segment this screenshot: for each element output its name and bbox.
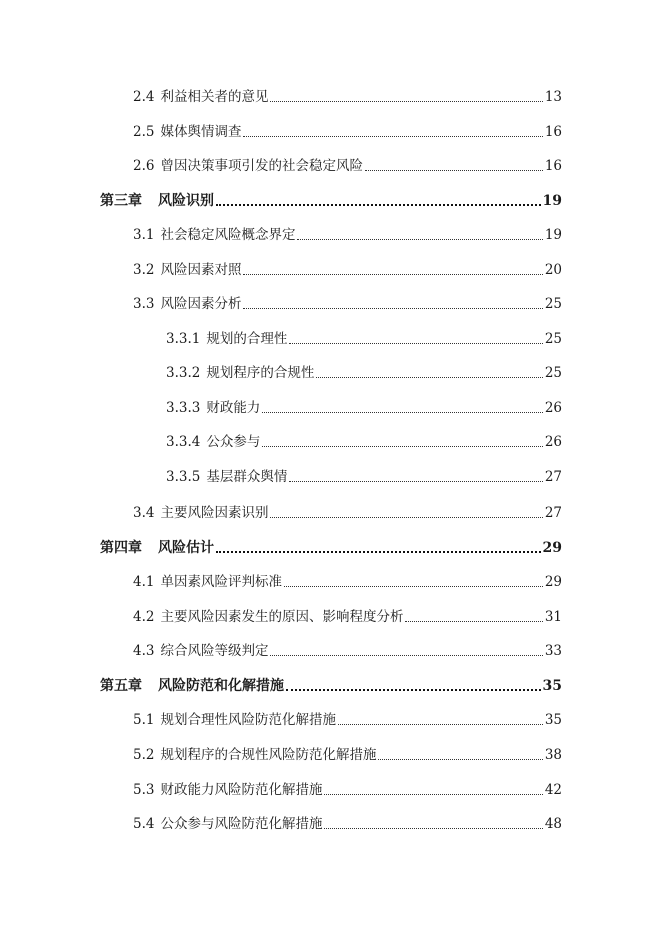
- dot-leader: [262, 412, 542, 413]
- toc-entry-4-3[interactable]: [133, 640, 562, 662]
- dot-leader: [324, 794, 542, 795]
- dot-leader: [243, 308, 542, 309]
- toc-entry-4-2[interactable]: [133, 606, 562, 628]
- page-number: 26: [544, 400, 562, 416]
- section-number: 4.1: [133, 574, 155, 590]
- dot-leader: [284, 586, 543, 587]
- page-number: 20: [544, 262, 562, 278]
- section-number: 3.3.2: [166, 365, 201, 381]
- page-number: 26: [544, 434, 562, 450]
- section-number: 4.3: [133, 643, 155, 659]
- section-number: 3.3.4: [166, 434, 201, 450]
- dot-leader: [270, 101, 542, 102]
- section-title: 主要风险因素发生的原因、影响程度分析: [160, 609, 404, 625]
- toc-entry-3-3-5[interactable]: [166, 466, 562, 488]
- section-title: 规划程序的合规性风险防范化解措施: [160, 747, 377, 763]
- dot-leader: [262, 446, 542, 447]
- page-number: 35: [544, 712, 562, 728]
- dot-leader: [270, 517, 542, 518]
- page-number: 33: [544, 643, 562, 659]
- section-number: 3.2: [133, 262, 155, 278]
- dot-leader: [216, 204, 541, 206]
- section-title: 规划的合理性: [206, 331, 288, 347]
- dot-leader: [243, 274, 542, 275]
- toc-entry-4-1[interactable]: [133, 571, 562, 593]
- section-title: 媒体舆情调查: [160, 124, 242, 140]
- section-number: 3.4: [133, 505, 155, 521]
- chapter-title: 风险估计: [158, 540, 214, 556]
- page-number: 29: [542, 540, 562, 556]
- page-number: 27: [544, 469, 562, 485]
- section-number: 3.3.1: [166, 331, 201, 347]
- dot-leader: [270, 655, 542, 656]
- page-number: 38: [544, 747, 562, 763]
- section-title: 社会稳定风险概念界定: [160, 227, 296, 243]
- section-title: 利益相关者的意见: [160, 89, 269, 105]
- page-number: 16: [544, 124, 562, 140]
- section-title: 单因素风险评判标准: [160, 574, 282, 590]
- page-number: 16: [544, 158, 562, 174]
- page-number: 27: [544, 505, 562, 521]
- section-number: 5.4: [133, 816, 155, 832]
- toc-entry-2-4[interactable]: [133, 86, 562, 108]
- chapter-title: 风险识别: [158, 193, 214, 209]
- chapter-number: 第三章: [100, 193, 142, 209]
- section-title: 公众参与风险防范化解措施: [160, 816, 323, 832]
- section-title: 风险因素对照: [160, 262, 242, 278]
- dot-leader: [297, 239, 542, 240]
- toc-chapter-5[interactable]: [100, 675, 562, 697]
- chapter-number: 第四章: [100, 540, 142, 556]
- section-number: 2.6: [133, 158, 155, 174]
- toc-entry-3-1[interactable]: [133, 224, 562, 246]
- dot-leader: [316, 377, 542, 378]
- dot-leader: [338, 724, 543, 725]
- page-number: 25: [544, 331, 562, 347]
- section-number: 5.1: [133, 712, 155, 728]
- dot-leader: [324, 828, 542, 829]
- page-number: 48: [544, 816, 562, 832]
- section-title: 规划合理性风险防范化解措施: [160, 712, 336, 728]
- toc-entry-2-6[interactable]: [133, 155, 562, 177]
- section-number: 5.2: [133, 747, 155, 763]
- section-number: 4.2: [133, 609, 155, 625]
- toc-entry-3-3-1[interactable]: [166, 328, 562, 350]
- page-number: 13: [544, 89, 562, 105]
- page-number: 25: [544, 296, 562, 312]
- toc-entry-5-4[interactable]: [133, 813, 562, 835]
- section-title: 曾因决策事项引发的社会稳定风险: [160, 158, 363, 174]
- chapter-title: 风险防范和化解措施: [158, 678, 284, 694]
- page-number: 31: [544, 609, 562, 625]
- dot-leader: [286, 689, 541, 691]
- dot-leader: [378, 759, 542, 760]
- section-title: 风险因素分析: [160, 296, 242, 312]
- dot-leader: [289, 343, 542, 344]
- section-title: 综合风险等级判定: [160, 643, 269, 659]
- dot-leader: [365, 170, 543, 171]
- section-title: 主要风险因素识别: [160, 505, 269, 521]
- section-number: 3.3.3: [166, 400, 201, 416]
- dot-leader: [243, 136, 542, 137]
- toc-entry-3-3-4[interactable]: [166, 431, 562, 453]
- toc-entry-5-3[interactable]: [133, 779, 562, 801]
- toc-entry-3-3-3[interactable]: [166, 397, 562, 419]
- section-title: 公众参与: [206, 434, 261, 450]
- section-title: 财政能力风险防范化解措施: [160, 782, 323, 798]
- section-title: 财政能力: [206, 400, 261, 416]
- toc-entry-3-3[interactable]: [133, 293, 562, 315]
- toc-entry-2-5[interactable]: [133, 121, 562, 143]
- toc-entry-5-2[interactable]: [133, 744, 562, 766]
- toc-entry-5-1[interactable]: [133, 709, 562, 731]
- section-number: 3.1: [133, 227, 155, 243]
- page-number: 42: [544, 782, 562, 798]
- dot-leader: [289, 481, 542, 482]
- section-number: 5.3: [133, 782, 155, 798]
- page-number: 35: [542, 678, 562, 694]
- section-number: 3.3.5: [166, 469, 201, 485]
- page-number: 19: [544, 227, 562, 243]
- toc-entry-3-2[interactable]: [133, 259, 562, 281]
- dot-leader: [216, 551, 541, 553]
- page-number: 29: [544, 574, 562, 590]
- page-number: 19: [542, 193, 562, 209]
- toc-chapter-4[interactable]: [100, 537, 562, 559]
- toc-entry-3-3-2[interactable]: [166, 362, 562, 384]
- chapter-number: 第五章: [100, 678, 142, 694]
- toc-entry-3-4[interactable]: [133, 502, 562, 524]
- section-number: 2.5: [133, 124, 155, 140]
- dot-leader: [405, 621, 542, 622]
- section-number: 2.4: [133, 89, 155, 105]
- section-number: 3.3: [133, 296, 155, 312]
- page-number: 25: [544, 365, 562, 381]
- section-title: 规划程序的合规性: [206, 365, 315, 381]
- toc-chapter-3[interactable]: [100, 190, 562, 212]
- section-title: 基层群众舆情: [206, 469, 288, 485]
